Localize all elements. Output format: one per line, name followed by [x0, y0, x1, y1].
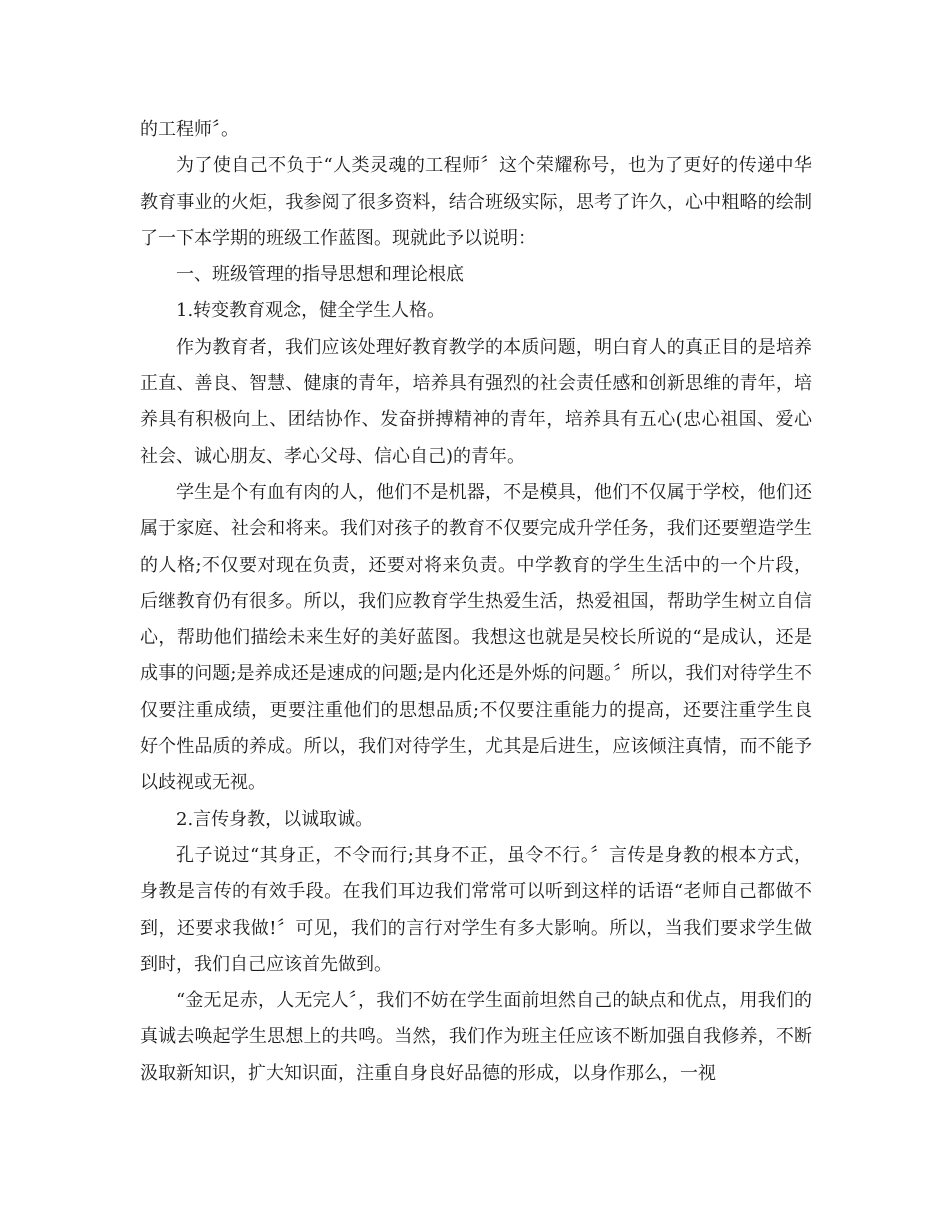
subsection-heading-1: 1.转变教育观念，健全学生人格。	[176, 300, 446, 322]
subsection-heading-2: 2.言传身教，以诚取诚。	[176, 808, 374, 830]
paragraph-students: 学生是个有血有肉的人，他们不是机器，不是模具，他们不仅属于学校，他们还属于家庭、社会和将来。我们对孩子的教育不仅要完成升学任务，我们还要塑造学生的人格;不仅要对现在负责，还要对将来负责。中学教育的学生生活中的一个片段，后继教育仍有很多。所以，我们应教育学生热爱生活，热爱祖国，帮助学生树立自信心，帮助他们描绘未来生好的美好蓝图。我想这也就是吴校长所说的“是成认，还是成事的问题;是养成还是速成的问题;是内化还是外烁的问题。〞所以，我们对待学生不仅要注重成绩，更要注重他们的思想品质;不仅要注重能力的提高，还要注重学生良好个性品质的养成。所以，我们对待学生，尤其是后进生，应该倾注真情，而不能予以歧视或无视。	[140, 481, 812, 794]
section-heading-1: 一、班级管理的指导思想和理论根底	[176, 264, 464, 286]
paragraph-intro: 为了使自己不负于“人类灵魂的工程师〞这个荣耀称号，也为了更好的传递中华教育事业的火炬，我参阅了很多资料，结合班级实际，思考了许久，心中粗略的绘制了一下本学期的班级工作蓝图。现就此予以说明：	[140, 155, 812, 249]
paragraph-sincerity: “金无足赤，人无完人〞，我们不妨在学生面前坦然自己的缺点和优点，用我们的真诚去唤起学生思想上的共鸣。当然，我们作为班主任应该不断加强自我修养，不断汲取新知识，扩大知识面，注重自身良好品德的形成，以身作那么，一视	[140, 990, 812, 1084]
paragraph-confucius: 孔子说过“其身正，不令而行;其身不正，虽令不行。〞言传是身教的根本方式，身教是言传的有效手段。在我们耳边我们常常可以听到这样的话语“老师自己都做不到，还要求我做!〞可见，我们的言行对学生有多大影响。所以，当我们要求学生做到时，我们自己应该首先做到。	[140, 844, 812, 975]
paragraph-continuation: 的工程师〞。	[140, 119, 239, 140]
paragraph-educator-role: 作为教育者，我们应该处理好教育教学的本质问题，明白育人的真正目的是培养正直、善良、智慧、健康的青年，培养具有强烈的社会责任感和创新思维的青年，培养具有积极向上、团结协作、发奋拼搏精神的青年，培养具有五心(忠心祖国、爱心社会、诚心朋友、孝心父母、信心自己)的青年。	[140, 336, 812, 467]
document-body	[140, 112, 812, 1092]
